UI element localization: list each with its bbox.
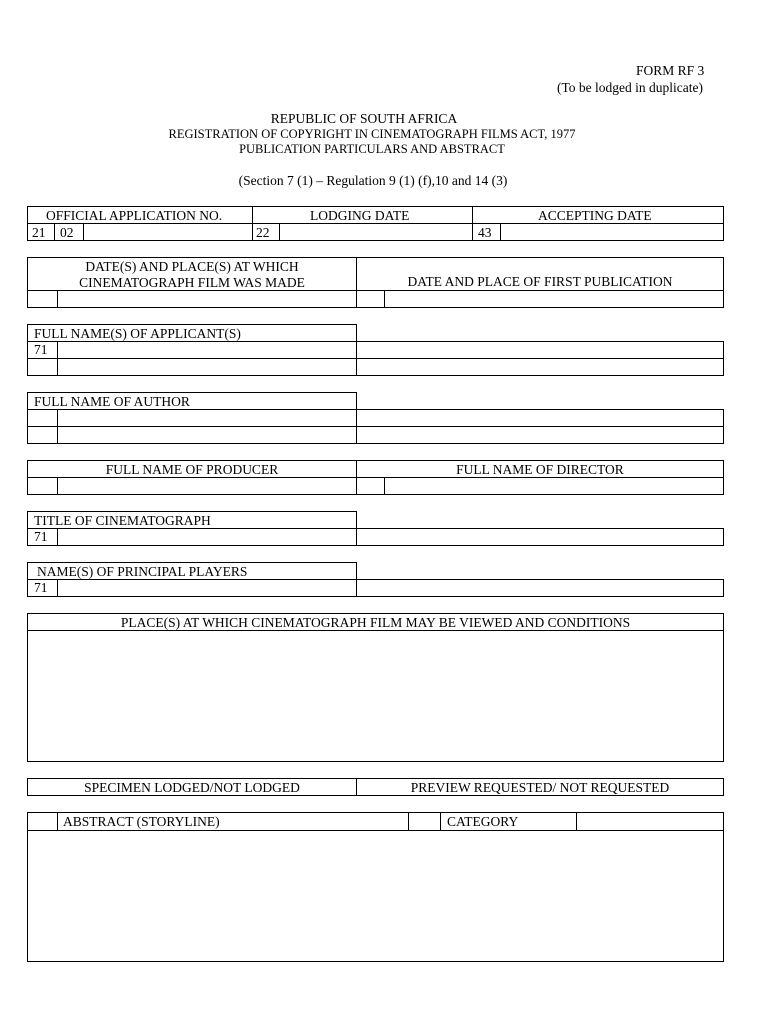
author-label: FULL NAME OF AUTHOR — [34, 394, 190, 409]
author-row-1 — [27, 409, 724, 427]
lodging-date-label: LODGING DATE — [310, 208, 410, 223]
application-value-row — [27, 223, 724, 241]
film-made-label-line2: CINEMATOGRAPH FILM WAS MADE — [79, 275, 305, 290]
applicant-label-box — [27, 324, 357, 342]
abstract-textarea[interactable] — [27, 830, 724, 962]
title-label-box — [27, 511, 357, 529]
players-label-box — [27, 562, 357, 580]
code-02: 02 — [60, 225, 74, 240]
applicant-code: 71 — [34, 342, 48, 357]
producer-label: FULL NAME OF PRODUCER — [105, 462, 279, 477]
director-label: FULL NAME OF DIRECTOR — [456, 462, 624, 477]
specimen-preview-row — [27, 778, 724, 796]
title-row — [27, 528, 724, 546]
film-made-value-row — [27, 290, 724, 308]
act-title: REGISTRATION OF COPYRIGHT IN CINEMATOGRAPH FILMS ACT, 1977 — [168, 127, 576, 141]
abstract-header-row — [27, 812, 724, 831]
title-field[interactable] — [60, 529, 720, 545]
first-publication-label: DATE AND PLACE OF FIRST PUBLICATION — [407, 274, 673, 289]
accepting-date-field[interactable] — [503, 224, 721, 240]
author-name-field-1[interactable] — [60, 410, 720, 426]
application-number-field[interactable] — [86, 224, 251, 240]
players-code: 71 — [34, 580, 48, 595]
players-field[interactable] — [60, 580, 720, 596]
preview-label[interactable]: PREVIEW REQUESTED/ NOT REQUESTED — [410, 780, 670, 795]
applicant-name-field-1[interactable] — [60, 342, 720, 358]
form-subtitle: PUBLICATION PARTICULARS AND ABSTRACT — [239, 142, 505, 156]
lodging-date-field[interactable] — [282, 224, 470, 240]
abstract-label: ABSTRACT (STORYLINE) — [63, 814, 220, 829]
producer-director-value-row — [27, 477, 724, 495]
application-header-row — [27, 206, 724, 224]
first-publication-field[interactable] — [387, 291, 721, 307]
viewing-label: PLACE(S) AT WHICH CINEMATOGRAPH FILM MAY BE VIEWED AND CONDITIONS — [120, 615, 631, 630]
author-row-2 — [27, 426, 724, 444]
form-id: FORM RF 3 — [636, 63, 705, 78]
author-label-box — [27, 392, 357, 410]
players-row — [27, 579, 724, 597]
viewing-textarea[interactable] — [27, 630, 724, 762]
code-21: 21 — [32, 225, 46, 240]
producer-name-field[interactable] — [60, 478, 354, 494]
applicant-label: FULL NAME(S) OF APPLICANT(S) — [34, 326, 241, 341]
players-label: NAME(S) OF PRINCIPAL PLAYERS — [37, 564, 248, 579]
country-title: REPUBLIC OF SOUTH AFRICA — [270, 111, 458, 126]
section-reference: (Section 7 (1) – Regulation 9 (1) (f),10 and 14 (3) — [238, 173, 508, 188]
title-label: TITLE OF CINEMATOGRAPH — [34, 513, 211, 528]
code-43: 43 — [478, 225, 492, 240]
applicant-name-field-2[interactable] — [60, 359, 720, 375]
title-code: 71 — [34, 529, 48, 544]
category-field[interactable] — [578, 813, 721, 830]
film-made-header-row — [27, 257, 724, 291]
applicant-row-1 — [27, 341, 724, 359]
code-22: 22 — [256, 225, 270, 240]
film-made-label-line1: DATE(S) AND PLACE(S) AT WHICH — [85, 259, 299, 274]
specimen-label[interactable]: SPECIMEN LODGED/NOT LODGED — [84, 780, 300, 795]
author-name-field-2[interactable] — [60, 427, 720, 443]
lodge-note: (To be lodged in duplicate) — [557, 80, 704, 95]
viewing-header-row — [27, 613, 724, 631]
applicant-row-2 — [27, 358, 724, 376]
official-application-no-label: OFFICIAL APPLICATION NO. — [46, 208, 223, 223]
category-label: CATEGORY — [447, 814, 519, 829]
film-made-field[interactable] — [60, 291, 354, 307]
producer-director-header-row — [27, 460, 724, 478]
accepting-date-label: ACCEPTING DATE — [538, 208, 652, 223]
director-name-field[interactable] — [387, 478, 721, 494]
